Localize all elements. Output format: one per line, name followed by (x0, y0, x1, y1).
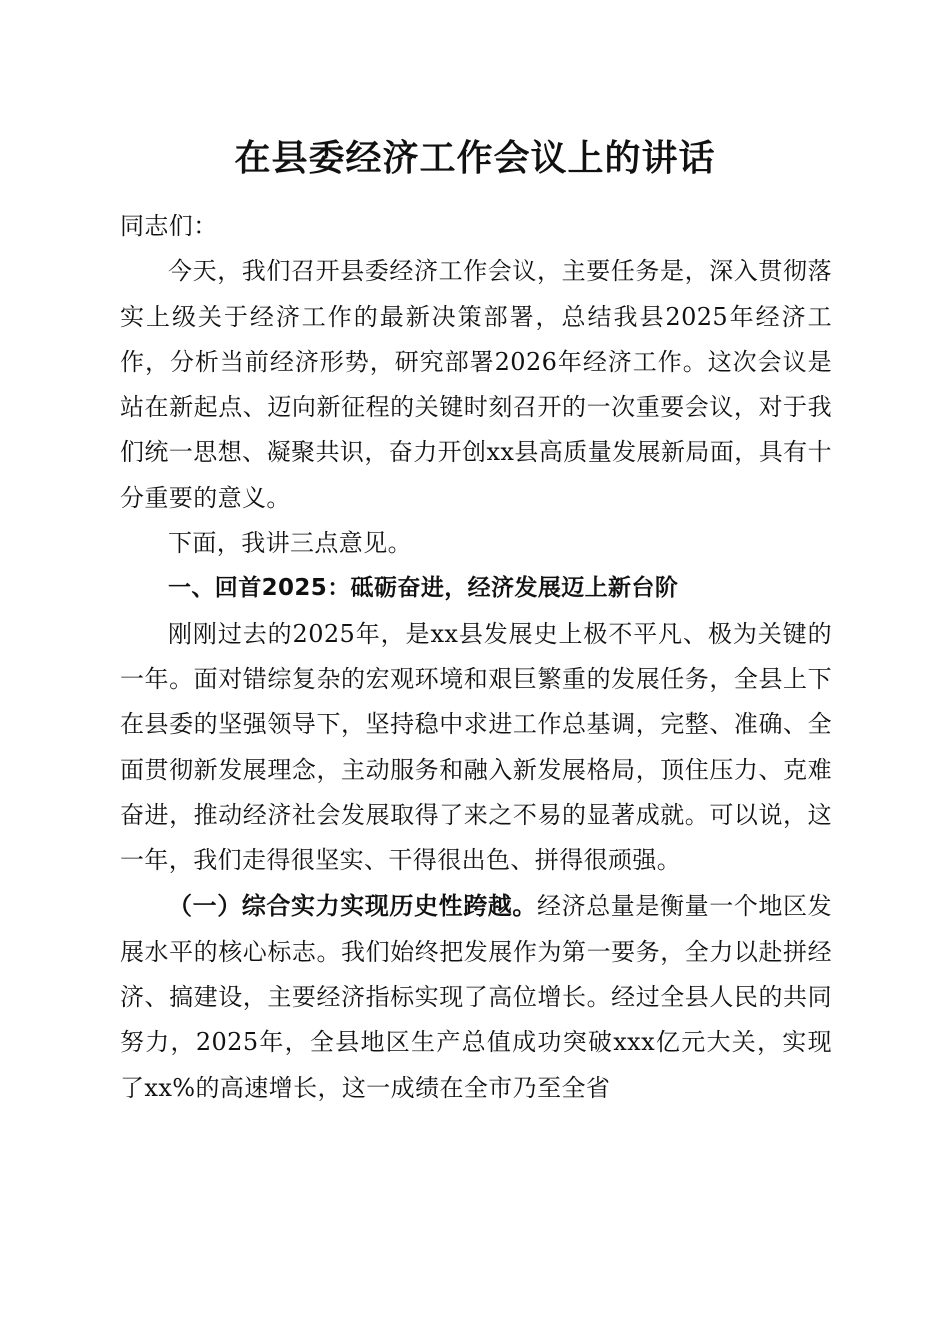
section-heading-one: 一、回首2025：砥砺奋进，经济发展迈上新台阶 (168, 575, 679, 602)
document-body (120, 204, 832, 1111)
salutation: 同志们： (120, 212, 218, 240)
document-title: 在县委经济工作会议上的讲话 (234, 137, 716, 179)
subsection-lead: （一）综合实力实现历史性跨越。 (168, 891, 537, 921)
paragraph-transition: 下面，我讲三点意见。 (168, 529, 412, 558)
paragraph-review: 刚刚过去的2025年，是xx县发展史上极不平凡、极为关键的一年。面对错综复杂的宏观环境和艰巨繁重的发展任务，全县上下在县委的坚强领导下，坚持稳中求进工作总基调，完整、准确、全面贯彻新发展理念，主动服务和融入新发展格局，顶住压力、克难奋进，推动经济社会发展取得了来之不易的显著成就。可以说，这一年，我们走得很坚实、干得很出色、拼得很顽强。 (120, 619, 832, 875)
paragraph-intro: 今天，我们召开县委经济工作会议，主要任务是，深入贯彻落实上级关于经济工作的最新决策部署，总结我县2025年经济工作，分析当前经济形势，研究部署2026年经济工作。这次会议是站在新起点、迈向新征程的关键时刻召开的一次重要会议，对于我们统一思想、凝聚共识，奋力开创xx县高质量发展新局面，具有十分重要的意义。 (120, 257, 832, 512)
paragraph-section-one (120, 883, 832, 1110)
subsection-body: 经济总量是衡量一个地区发展水平的核心标志。我们始终把发展作为第一要务，全力以赴拼经济、搞建设，主要经济指标实现了高位增长。经过全县人民的共同努力，2025年，全县地区生产总值成功突破xxx亿元大关，实现了xx%的高速增长，这一成绩在全市乃至全省 (120, 892, 832, 1102)
